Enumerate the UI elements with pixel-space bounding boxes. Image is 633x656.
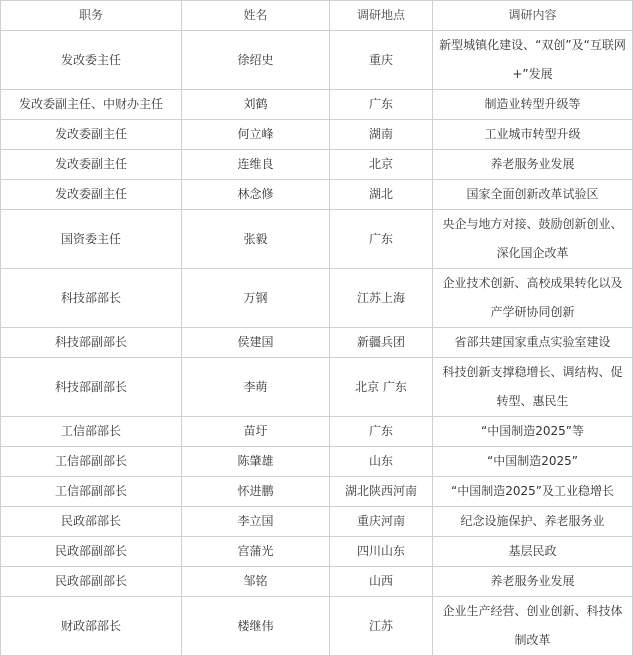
cell-location: 江苏 (330, 597, 433, 656)
cell-content: 省部共建国家重点实验室建设 (433, 328, 633, 358)
cell-name: 楼继伟 (182, 597, 330, 656)
cell-location: 重庆 (330, 31, 433, 90)
table-row (1, 358, 633, 417)
table-row (1, 180, 633, 210)
cell-name: 宫蒲光 (182, 537, 330, 567)
cell-content: “中国制造2025”及工业稳增长 (433, 477, 633, 507)
cell-name: 苗圩 (182, 417, 330, 447)
cell-name: 林念修 (182, 180, 330, 210)
cell-content: 新型城镇化建设、“双创”及“互联网+”发展 (433, 31, 633, 90)
cell-position: 民政部副部长 (1, 537, 182, 567)
cell-content: 科技创新支撑稳增长、调结构、促转型、惠民生 (433, 358, 633, 417)
cell-position: 科技部副部长 (1, 328, 182, 358)
table-row (1, 90, 633, 120)
cell-content: 企业技术创新、高校成果转化以及产学研协同创新 (433, 269, 633, 328)
table-body (1, 31, 633, 656)
cell-name: 怀进鹏 (182, 477, 330, 507)
cell-name: 刘鹤 (182, 90, 330, 120)
cell-location: 四川山东 (330, 537, 433, 567)
cell-position: 民政部部长 (1, 507, 182, 537)
cell-position: 工信部部长 (1, 417, 182, 447)
cell-content: 纪念设施保护、养老服务业 (433, 507, 633, 537)
cell-location: 湖北陕西河南 (330, 477, 433, 507)
cell-position: 科技部副部长 (1, 358, 182, 417)
header-location: 调研地点 (330, 1, 433, 31)
cell-position: 工信部副部长 (1, 447, 182, 477)
table-row (1, 567, 633, 597)
table-row (1, 150, 633, 180)
table-row (1, 417, 633, 447)
cell-position: 工信部副部长 (1, 477, 182, 507)
cell-name: 何立峰 (182, 120, 330, 150)
cell-content: 制造业转型升级等 (433, 90, 633, 120)
table-row (1, 31, 633, 90)
cell-position: 民政部副部长 (1, 567, 182, 597)
cell-location: 重庆河南 (330, 507, 433, 537)
table-row (1, 597, 633, 656)
cell-content: 基层民政 (433, 537, 633, 567)
cell-content: 企业生产经营、创业创新、科技体制改革 (433, 597, 633, 656)
cell-content: 工业城市转型升级 (433, 120, 633, 150)
cell-position: 发改委副主任 (1, 120, 182, 150)
cell-location: 广东 (330, 90, 433, 120)
cell-position: 发改委副主任 (1, 180, 182, 210)
cell-content: 国家全面创新改革试验区 (433, 180, 633, 210)
cell-location: 北京 广东 (330, 358, 433, 417)
cell-name: 连维良 (182, 150, 330, 180)
header-row (1, 1, 633, 31)
table-row (1, 328, 633, 358)
cell-name: 陈肇雄 (182, 447, 330, 477)
cell-position: 财政部部长 (1, 597, 182, 656)
cell-name: 万钢 (182, 269, 330, 328)
cell-content: 养老服务业发展 (433, 567, 633, 597)
cell-name: 张毅 (182, 210, 330, 269)
cell-position: 发改委主任 (1, 31, 182, 90)
header-position: 职务 (1, 1, 182, 31)
table-row (1, 210, 633, 269)
cell-location: 新疆兵团 (330, 328, 433, 358)
table-row (1, 447, 633, 477)
cell-location: 山西 (330, 567, 433, 597)
cell-name: 李萌 (182, 358, 330, 417)
cell-name: 侯建国 (182, 328, 330, 358)
cell-position: 国资委主任 (1, 210, 182, 269)
table-row (1, 477, 633, 507)
table-row (1, 269, 633, 328)
cell-name: 李立国 (182, 507, 330, 537)
cell-position: 科技部部长 (1, 269, 182, 328)
header-name: 姓名 (182, 1, 330, 31)
cell-content: 养老服务业发展 (433, 150, 633, 180)
header-content: 调研内容 (433, 1, 633, 31)
cell-location: 广东 (330, 210, 433, 269)
cell-name: 徐绍史 (182, 31, 330, 90)
cell-content: “中国制造2025” (433, 447, 633, 477)
cell-content: 央企与地方对接、鼓励创新创业、深化国企改革 (433, 210, 633, 269)
table-row (1, 120, 633, 150)
cell-location: 湖北 (330, 180, 433, 210)
table-header (1, 1, 633, 31)
cell-location: 湖南 (330, 120, 433, 150)
cell-name: 邹铭 (182, 567, 330, 597)
cell-content: “中国制造2025”等 (433, 417, 633, 447)
cell-location: 广东 (330, 417, 433, 447)
cell-location: 北京 (330, 150, 433, 180)
cell-location: 山东 (330, 447, 433, 477)
cell-position: 发改委副主任、中财办主任 (1, 90, 182, 120)
table-row (1, 537, 633, 567)
cell-position: 发改委副主任 (1, 150, 182, 180)
table-row (1, 507, 633, 537)
cell-location: 江苏上海 (330, 269, 433, 328)
